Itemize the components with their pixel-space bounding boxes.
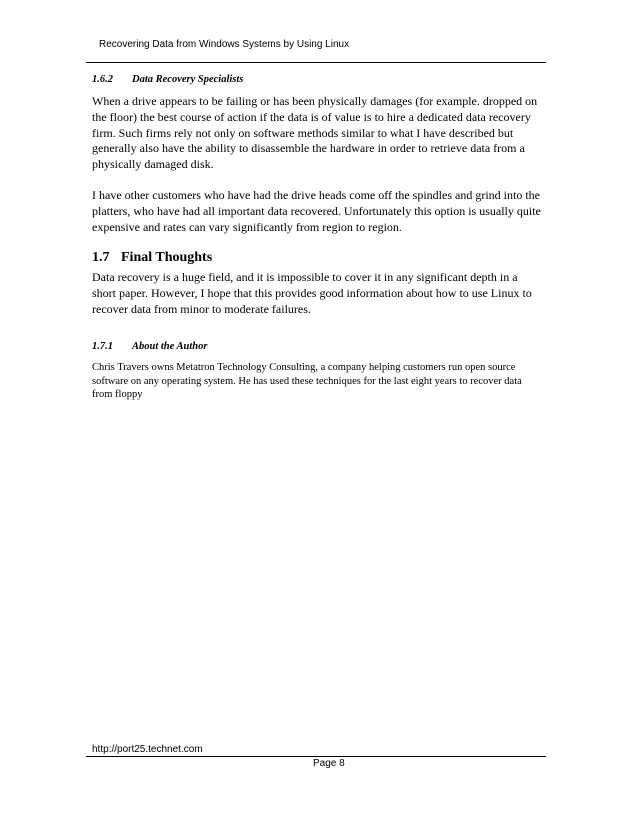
heading-about-the-author — [92, 341, 544, 352]
section-title: Final Thoughts — [121, 250, 213, 266]
running-header: Recovering Data from Windows Systems by Using Linux — [99, 39, 350, 50]
section-number: 1.7.1 — [92, 340, 113, 352]
section-title: Data Recovery Specialists — [132, 74, 244, 85]
footer-divider — [86, 756, 546, 757]
page-number: Page 8 — [313, 758, 345, 769]
paragraph-about-author: Chris Travers owns Metatron Technology Consulting, a company helping customers run open source software on any operating system. He has used these techniques for the last eight years to recover data from floppy — [92, 361, 522, 401]
paragraph-specialists-2: I have other customers who have had the drive heads come off the spindles and grind into the platters, who have had all important data recovered. Unfortunately this option is usually quite expensive and rates can vary significantly from region to region. — [92, 187, 541, 234]
page-content — [92, 74, 544, 402]
paragraph-specialists-1: When a drive appears to be failing or has been physically damages (for example. dropped on the floor) the best course of action if the data is of value is to hire a dedicated data recovery firm. Such firms rely not only on software methods similar to what I have described but generally also have the ability to disassemble the hardware in order to retrieve data from a physically damaged disk. — [92, 94, 538, 172]
section-number: 1.6.2 — [92, 74, 113, 85]
footer-url: http://port25.technet.com — [92, 744, 203, 755]
section-number: 1.7 — [92, 250, 110, 266]
header-divider — [86, 62, 546, 63]
heading-final-thoughts — [92, 250, 544, 266]
section-title: About the Author — [132, 340, 208, 352]
paragraph-final-thoughts: Data recovery is a huge field, and it is impossible to cover it in any significant depth in a short paper. However, I hope that this provides good information about how to use Linux to recover data from minor to moderate failures. — [92, 270, 532, 316]
heading-data-recovery-specialists — [92, 74, 544, 85]
